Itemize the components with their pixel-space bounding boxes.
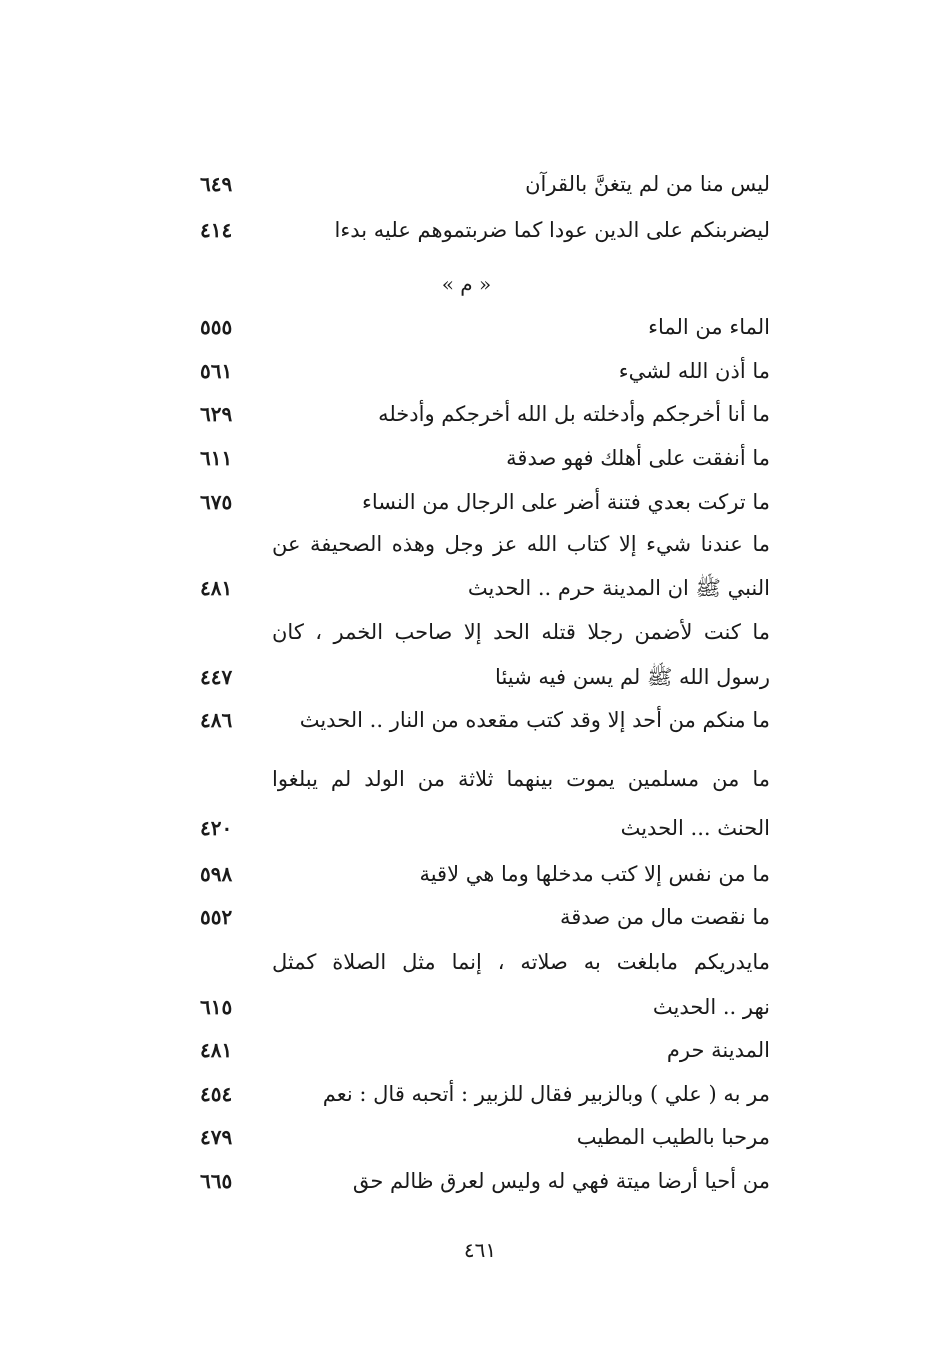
entry-text: ما أنفقت على أهلك فهو صدقة — [506, 446, 770, 470]
index-entry — [190, 806, 770, 850]
index-entry — [190, 985, 770, 1029]
entry-text: مايدريكم مابلغت به صلاته ، إنما مثل الصلاة كمثل — [272, 950, 770, 974]
entry-page-number: ٦٧٥ — [200, 490, 233, 514]
entry-page-number: ٤٧٩ — [200, 1125, 233, 1149]
index-entry — [190, 522, 770, 566]
entry-page-number: ٦١٥ — [200, 995, 233, 1019]
entry-text: ما منكم من أحد إلا وقد كتب مقعده من النار .. الحديث — [299, 708, 770, 732]
index-entry — [190, 698, 770, 742]
index-entry — [190, 305, 770, 349]
entry-text: النبي ﷺ ان المدينة حرم .. الحديث — [467, 576, 770, 600]
index-entry — [190, 655, 770, 699]
entry-text: مرحبا بالطيب المطيب — [576, 1125, 770, 1149]
entry-page-number: ٤٤٧ — [200, 665, 233, 689]
entry-page-number: ٤٥٤ — [200, 1082, 233, 1106]
index-entry — [190, 208, 770, 252]
entry-text: من أحيا أرضا ميتة فهي له وليس لعرق ظالم حق — [352, 1169, 770, 1193]
index-entry — [190, 895, 770, 939]
entry-text: ليضربنكم على الدين عودا كما ضربتموهم عليه بدءا — [334, 218, 770, 242]
entry-page-number: ٥٦١ — [200, 359, 233, 383]
index-entry — [190, 1072, 770, 1116]
index-entry — [190, 757, 770, 801]
entry-page-number: ٤٨٦ — [200, 708, 233, 732]
entry-page-number: ٥٥٢ — [200, 905, 233, 929]
index-entry — [190, 392, 770, 436]
entry-text: مر به ( علي ) وبالزبير فقال للزبير : أتحبه قال : نعم — [322, 1082, 770, 1106]
page-number: ٤٦١ — [463, 1238, 497, 1262]
entry-page-number: ٤٨١ — [200, 576, 233, 600]
entry-page-number: ٤٨١ — [200, 1038, 233, 1062]
index-entry — [190, 349, 770, 393]
index-entry — [190, 436, 770, 480]
entry-text: ما نقصت مال من صدقة — [560, 905, 770, 929]
entry-page-number: ٥٥٥ — [200, 315, 233, 339]
index-entry — [190, 852, 770, 896]
entry-text: نهر .. الحديث — [652, 995, 770, 1019]
index-entry — [190, 610, 770, 654]
entry-text: ليس منا من لم يتغنَّ بالقرآن — [525, 172, 770, 196]
index-entry — [190, 566, 770, 610]
entry-text: ما عندنا شيء إلا كتاب الله عز وجل وهذه الصحيفة عن — [272, 532, 770, 556]
entry-page-number: ٦٤٩ — [200, 172, 233, 196]
entry-text: ما أنا أخرجكم وأدخلته بل الله أخرجكم وأدخله — [378, 402, 770, 426]
index-entry — [190, 1159, 770, 1203]
entry-text: ما كنت لأضمن رجلا قتله الحد إلا صاحب الخمر ، كان — [272, 620, 770, 644]
index-entry — [190, 1115, 770, 1159]
entry-text: ما من نفس إلا كتب مدخلها وما هي لاقية — [419, 862, 770, 886]
entry-text: ما من مسلمين يموت بينهما ثلاثة من الولد لم يبلغوا — [272, 767, 770, 791]
index-entry — [190, 1028, 770, 1072]
entry-page-number: ٦١١ — [200, 446, 233, 470]
entry-text: الماء من الماء — [648, 315, 770, 339]
entry-page-number: ٤٢٠ — [200, 816, 233, 840]
index-entry — [190, 162, 770, 206]
entry-text: ما أذن الله لشيء — [618, 359, 770, 383]
entry-page-number: ٦٢٩ — [200, 402, 233, 426]
section-heading: « م » — [441, 272, 492, 296]
entry-text: الحنث ... الحديث — [620, 816, 770, 840]
entry-page-number: ٤١٤ — [200, 218, 233, 242]
index-entry — [190, 940, 770, 984]
entry-text: ما تركت بعدي فتنة أضر على الرجال من النساء — [361, 490, 770, 514]
entry-text: رسول الله ﷺ لم يسن فيه شيئا — [495, 665, 770, 689]
entry-text: المدينة حرم — [666, 1038, 770, 1062]
entry-page-number: ٦٦٥ — [200, 1169, 233, 1193]
index-entry — [190, 480, 770, 524]
entry-page-number: ٥٩٨ — [200, 862, 233, 886]
